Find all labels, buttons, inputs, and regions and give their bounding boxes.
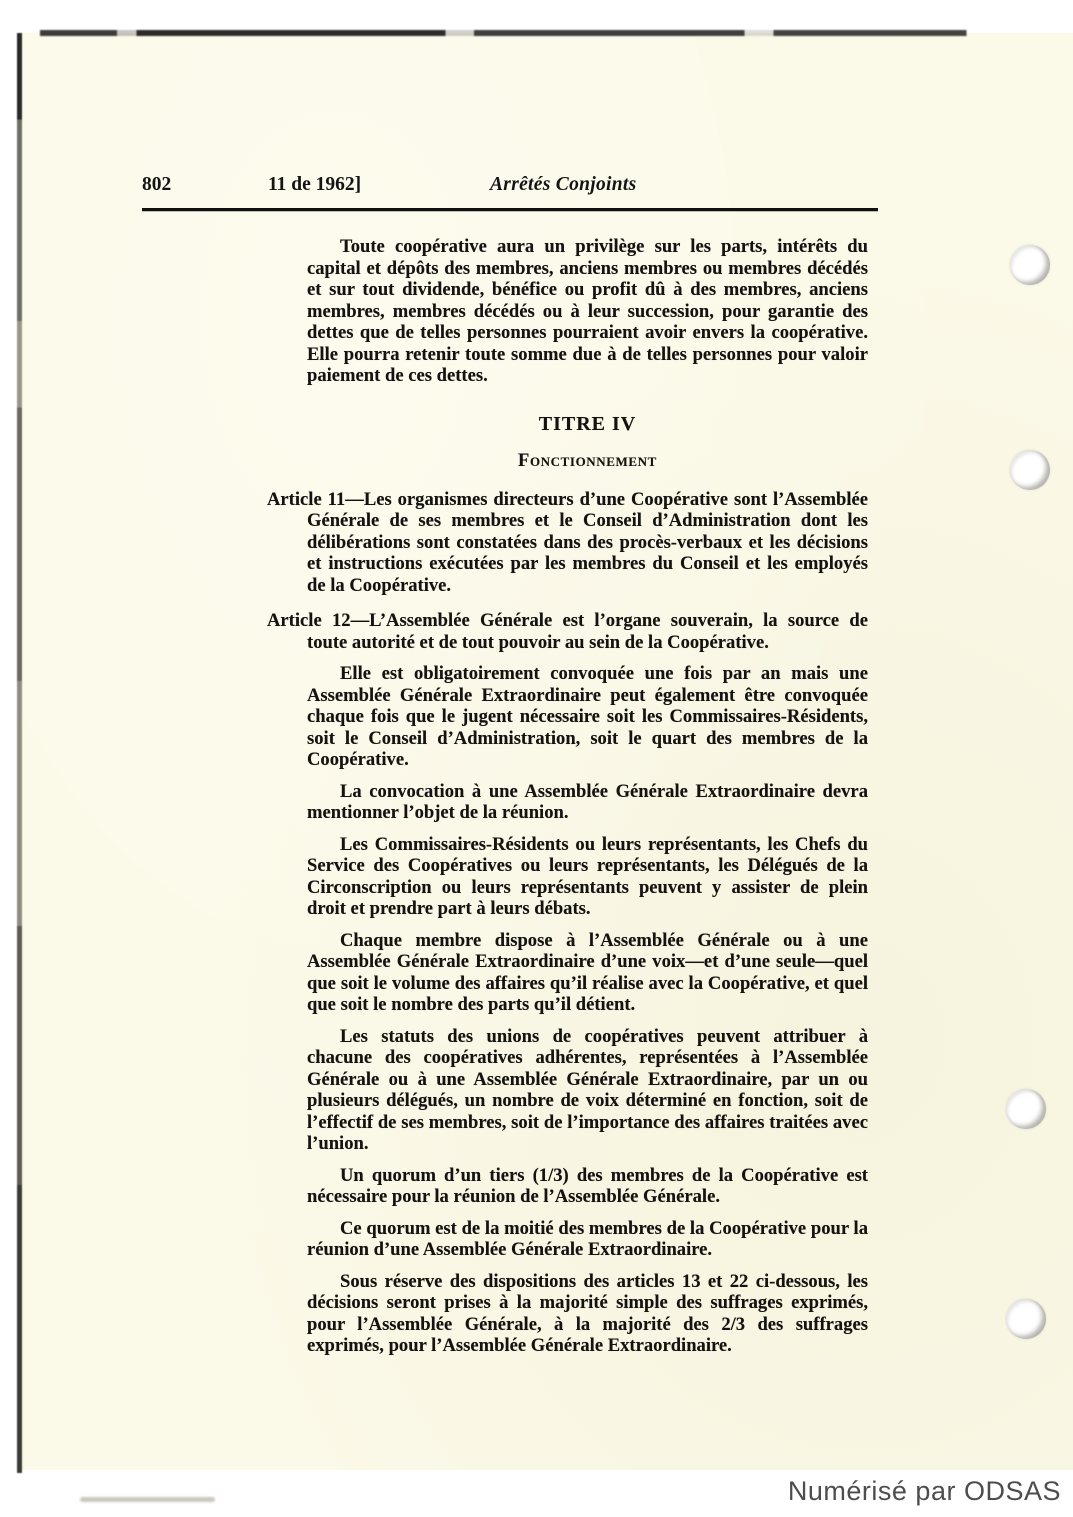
article-text: —Les organismes directeurs d’une Coopérative sont l’Assemblée Générale de ses membres et le Conseil d’Administration dont les délibérations sont constatées dans des procès-verbaux et les décisions et instructions exécutées par les membres du Conseil et les employés de la Coopérative. [307, 488, 868, 596]
page-number: 802 [142, 174, 172, 195]
body-paragraph: Sous réserve des dispositions des articles 13 et 22 ci-dessous, les décisions seront prises à la majorité simple des suffrages exprimés, pour l’Assemblée Générale, à la majorité des 2/3 des suffrages exprimés, pour l’Assemblée Générale Extraordinaire. [307, 1270, 868, 1356]
article-label: Article 11 [267, 488, 346, 510]
body-paragraph: Elle est obligatoirement convoquée une fois par an mais une Assemblée Générale Extraordinaire peut également être convoquée chaque fois que le jugent nécessaire soit les Commissaires-Résidents, soit le Conseil d’Administration, soit le quart des membres de la Coopérative. [307, 663, 868, 770]
scan-edge-left [17, 33, 22, 1473]
article-paragraph [267, 488, 868, 597]
scan-edge-top [40, 30, 1005, 36]
document-body [267, 236, 868, 1367]
punch-hole [1006, 1089, 1046, 1129]
punch-hole [1010, 245, 1050, 285]
punch-hole [1006, 1299, 1046, 1339]
page-header [142, 174, 878, 200]
punch-hole [1010, 450, 1050, 490]
body-paragraph: Un quorum d’un tiers (1/3) des membres de la Coopérative est nécessaire pour la réunion de l’Assemblée Générale. [307, 1164, 868, 1207]
section-subheading: Fonctionnement [518, 451, 657, 471]
body-paragraph: Ce quorum est de la moitié des membres de la Coopérative pour la réunion d’une Assemblée Générale Extraordinaire. [307, 1217, 868, 1260]
body-paragraph: Les statuts des unions de coopératives peuvent attribuer à chacune des coopératives adhérentes, représentées à l’Assemblée Générale ou à une Assemblée Générale Extraordinaire, par un ou plusieurs délégués, un nombre de voix déterminé en fonction, soit de l’effectif de ses membres, soit de l’importance des affaires traitées avec l’union. [307, 1025, 868, 1154]
header-rule [142, 208, 878, 211]
running-title: Arrêtés Conjoints [490, 174, 637, 195]
issue-reference: 11 de 1962] [268, 174, 362, 195]
scan-smudge [80, 1497, 215, 1502]
body-paragraph: Chaque membre dispose à l’Assemblée Générale ou à une Assemblée Générale Extraordinaire d’une voix—et d’une seule—quel que soit le volume des affaires qu’il réalise avec la Coopérative, et quel que soit le nombre des parts qu’il détient. [307, 929, 868, 1015]
scan-watermark: Numérisé par ODSAS [787, 1476, 1061, 1506]
body-paragraph: Toute coopérative aura un privilège sur les parts, intérêts du capital et dépôts des membres, anciens membres ou membres décédés et sur tout dividende, bénéfice ou profit dû à des membres, anciens membres, membres décédés ou à leur succession, pour garantie des dettes que de telles personnes pourraient avoir envers la coopérative. Elle pourra retenir toute somme due à de telles personnes pour valoir paiement de ces dettes. [307, 236, 868, 386]
body-paragraph: La convocation à une Assemblée Générale Extraordinaire devra mentionner l’objet de la réunion. [307, 780, 868, 823]
article-text: —L’Assemblée Générale est l’organe souverain, la source de toute autorité et de tout pouvoir au sein de la Coopérative. [307, 610, 868, 653]
article-label: Article 12 [267, 610, 351, 631]
article-paragraph [267, 610, 868, 653]
body-paragraph: Les Commissaires-Résidents ou leurs représentants, les Chefs du Service des Coopératives ou leurs représentants, les Délégués de la Circonscription ou leurs représentants peuvent y assister de plein droit et prendre part à leurs débats. [307, 833, 868, 919]
paper-sheet [20, 33, 1073, 1470]
section-heading: TITRE IV [538, 412, 637, 435]
